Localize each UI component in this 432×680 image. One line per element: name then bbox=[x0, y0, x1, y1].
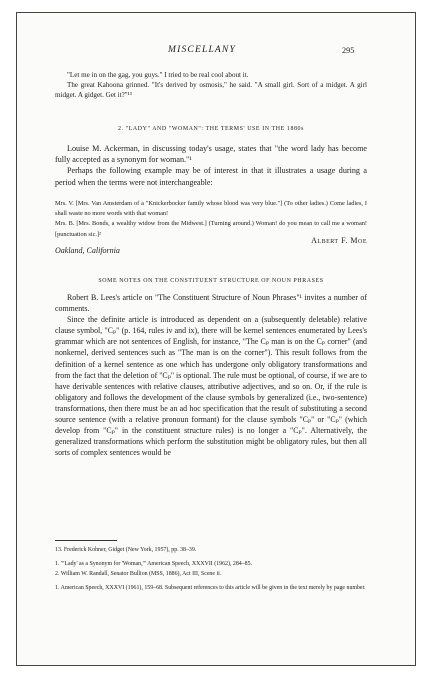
running-header-title: MISCELLANY bbox=[168, 45, 236, 55]
section-2 bbox=[55, 124, 367, 134]
footnote: 13. Frederick Kohner, Gidget (New York, 1957), pp. 38–39. bbox=[55, 547, 197, 553]
section-2-body bbox=[55, 143, 367, 188]
section-heading: SOME NOTES ON THE CONSTITUENT STRUCTURE OF NOUN PHRASES bbox=[98, 278, 324, 284]
author-location: Oakland, California bbox=[55, 246, 120, 256]
signature-block bbox=[55, 236, 367, 256]
paragraph: Louise M. Ackerman, in discussing today's usage, states that "the word lady has become fully accepted as a synonym for woman."¹ bbox=[55, 144, 367, 165]
section-3 bbox=[55, 276, 367, 286]
paragraph: Perhaps the following example may be of interest in that it illustrates a usage during a period when the terms were not interchangeable: bbox=[55, 166, 367, 187]
paragraph: The great Kahoona grinned. "It's derived by osmosis," he said. "A small girl. Sort of a midget. A girl midget. A gidget. Get it?"¹³ bbox=[55, 81, 367, 100]
paragraph: "Let me in on the gag, you guys." I tried to be real cool about it. bbox=[67, 71, 249, 79]
page-number: 295 bbox=[342, 46, 355, 55]
footnote: 2. William W. Randall, Senator Bullion (MSS, 1886), Act III, Scene ii. bbox=[55, 570, 222, 577]
section-heading: 2. "LADY" AND "WOMAN": THE TERMS' USE IN THE 1880s bbox=[118, 126, 304, 132]
section-3-body bbox=[55, 292, 367, 458]
author-signature: Albert F. Moe bbox=[311, 236, 367, 245]
paragraph: Robert B. Lees's article on "The Constituent Structure of Noun Phrases"¹ invites a number of comments. bbox=[55, 293, 367, 314]
footnote-rule bbox=[55, 540, 117, 541]
paragraph: Since the definite article is introduced as dependent on a (subsequently deletable) relative clause symbol, "Cₚ" (p. 164, rules iv and ix), there will be kernel sentences enumerated by Lees's grammar which are not sentences of English, for instance, "The Cₚ man is on the Cₚ corner" (and nonkernel, derived sentences such as "The man is on the corner"). This result follows from the definition of a kernel sentence as one which has undergone only obligatory transformations and from the fact that the deletion of "Cₚ" is optional. The rule must be optional, of course, if we are to have derivable sentences with relative clauses, attributive adjectives, and so on. Or, if the rule is obligatory and follows the development of the clause symbols by generalized (i.e., two-sentence) transformations, then there must be an ad hoc specification that the result of substituting a second source sentence (with a relative pronoun formant) for the clause symbols "Cₚ" or "Cₚ" (which develop from "Cₚ" in the constituent structure rules) is no longer a "Cₚ". Alternatively, the generalized transformations which perform the substitution might be obligatory rules, but then all sorts of complex sentences would be bbox=[55, 315, 367, 458]
quotation-line: Mrs. B. [Mrs. Bonds, a wealthy widow from the Midwest.] (Turning around.) Woman! do you mean to call me a woman! [punctuation sic.]² bbox=[55, 220, 367, 238]
footnotes bbox=[55, 546, 367, 593]
top-passage bbox=[55, 70, 367, 100]
quotation-line: Mrs. V. [Mrs. Van Amsterdam of a "Knickerbocker family whose blood was very blue."] (To other ladies.) Come ladies, I shall waste no more words with that woman! bbox=[55, 200, 367, 218]
quotation-block bbox=[55, 199, 367, 240]
footnote: 1. American Speech, XXXVI (1961), 159–68. Subsequent references to this article will be given in the text merely by page number. bbox=[55, 584, 366, 591]
footnote: 1. "'Lady' as a Synonym for 'Woman,'" American Speech, XXXVII (1962), 284–85. bbox=[55, 561, 253, 568]
